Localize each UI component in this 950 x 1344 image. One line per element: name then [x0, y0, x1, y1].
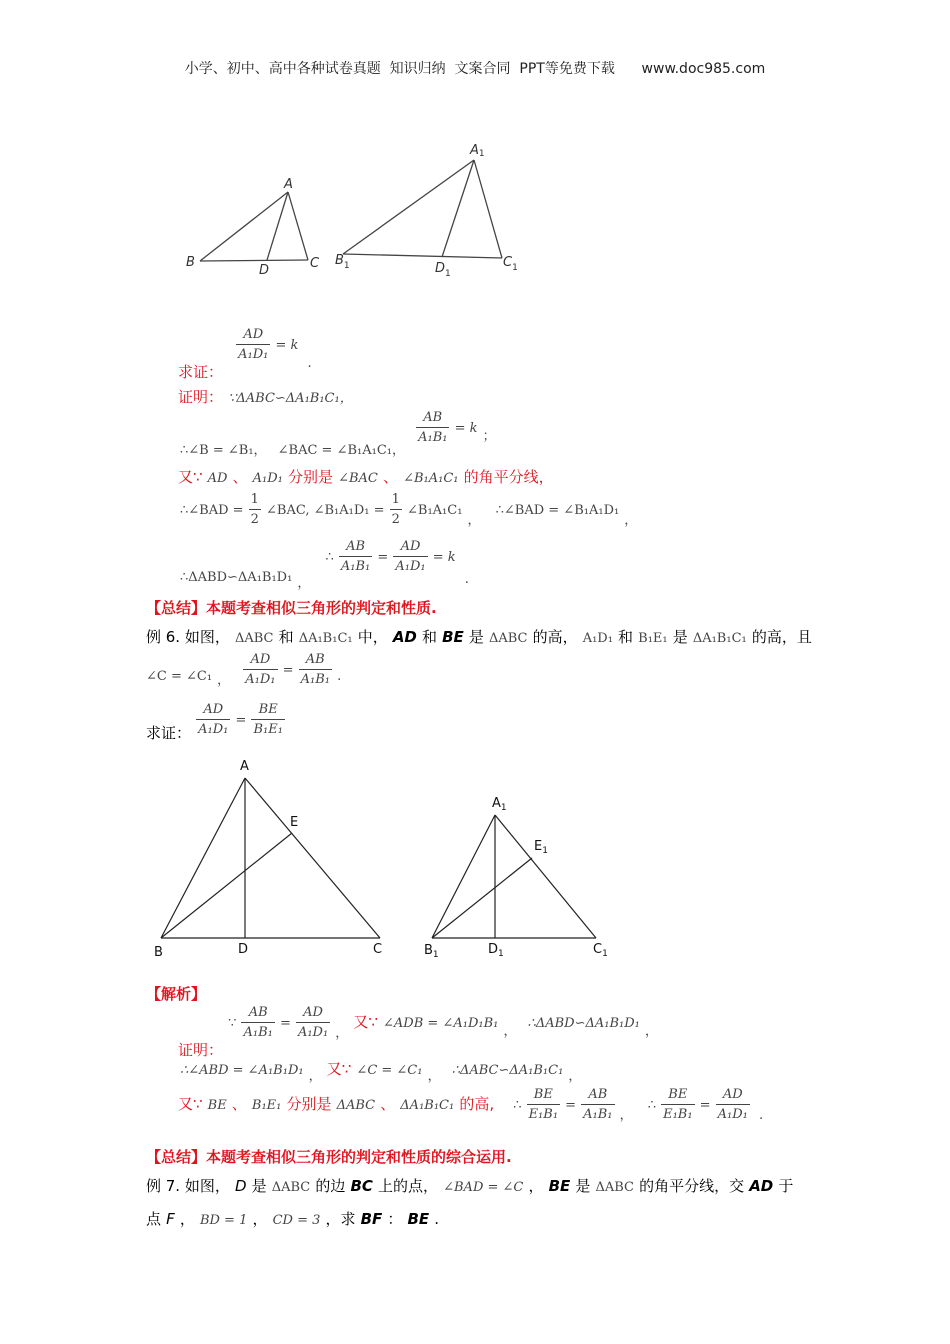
proof-line-5: $_{\therefore\Delta ABD∽\Delta A_1B_1D_1}$ $_,$ ∴ $\frac{AB}{\text{A₁B₁}}$ = $\frac{AD}{\text{A₁D₁}}$ = k $_.$ — [180, 539, 469, 591]
fig2b-label-d: $D_1$ — [488, 942, 504, 959]
fig1b-label-b: $B_1$ — [335, 253, 350, 271]
proof-line-4: ∴∠BAD = $\frac{1}{2}$ ∠BAC, ∠B₁A₁D₁ = $\frac{1}{2}$ ∠B₁A₁C₁ $_,$ ∴∠BAD = ∠B₁A₁D₁ $_,$ — [180, 492, 638, 528]
proof-line-1: 证明： ∵ΔABC∽ΔA₁B₁C₁， — [178, 388, 353, 406]
fig2b-label-a: $A_1$ — [492, 796, 507, 813]
fig1b-side-ab — [343, 160, 474, 254]
fig1b-label-a: A1 — [470, 143, 485, 159]
fig2b-side-ab — [432, 815, 495, 938]
fig2-label-e: E — [290, 815, 299, 830]
fig1-side-bc — [200, 260, 308, 261]
example-7-statement-line-1: 例 7. 如图， D 是 ΔABC 的边 BC 上的点， ∠BAD = ∠C ， BE 是 ΔABC 的角平分线，交 AD 于 — [146, 1177, 794, 1195]
fig1-side-ab — [200, 192, 288, 261]
summary-5: 【总结】本题考查相似三角形的判定和性质. — [146, 599, 437, 617]
fig2-side-ab — [161, 778, 245, 938]
fig2b-label-b: $B_1$ — [424, 943, 439, 960]
fig2-label-c: C — [373, 942, 383, 957]
example-6-condition: $_{\angle C = \angle C_1}$ $_,$ $\frac{AD}{\text{A₁D₁}}$ = $\frac{AB}{\text{A₁B₁}}$ $_.$ — [146, 652, 342, 688]
fig2b-altitude-be — [432, 858, 532, 938]
fig1b-label-c: $C_1$ — [503, 255, 518, 273]
fig2-altitude-be — [161, 833, 292, 938]
example-6-statement: 例 6. 如图， ΔABC 和 ΔA₁B₁C₁ 中， AD 和 BE 是 ΔABC 的高， A₁D₁ 和 B₁E₁ 是 ΔA₁B₁C₁ 的高，且 — [146, 628, 812, 646]
fig1-side-ac — [288, 192, 308, 260]
fig1-label-b: B — [186, 255, 195, 270]
page-header: 小学、初中、高中各种试卷真题 知识归纳 文案合同 PPT等免费下载 www.doc985.com — [184, 61, 766, 77]
figure-similar-triangles-bisector — [180, 140, 540, 290]
fig1-label-c: C — [310, 256, 320, 271]
fig1b-label-d: $D_1$ — [435, 261, 451, 279]
fig2b-side-ac — [495, 815, 596, 938]
fig2b-label-e: $E_1$ — [534, 839, 548, 856]
fig2-label-a: A — [240, 759, 249, 774]
fig1-label-a: A — [284, 177, 293, 192]
fig2-side-ac — [245, 778, 380, 938]
fig2b-label-c: $C_1$ — [593, 942, 608, 959]
proof-line-2: $_{\therefore\angle B = \angle B_1,}$ $_{\angle BAC = \angle B_1A_1C_1,}$ $\frac{AB}{\text{A₁B₁}}$ = k $_;$ — [180, 410, 496, 458]
fig1-label-d: D — [259, 263, 270, 278]
fig1b-side-ac — [474, 160, 502, 258]
analysis-heading: 【解析】 — [146, 985, 207, 1003]
example-6-prove: 求证： $\frac{AD}{\text{A₁D₁}}$ = $\frac{BE}{\text{B₁E₁}}$ — [146, 702, 283, 742]
summary-6: 【总结】本题考查相似三角形的判定和性质的综合运用. — [146, 1148, 512, 1166]
analysis-line-1: 证明： ∵ $\frac{AB}{\text{A₁B₁}}$ = $\frac{AD}{\text{A₁D₁}}$ $_,$ 又∵ ∠ADB = ∠A₁D₁B₁ $_,$ ∴ΔABD∽ΔA₁B₁D₁ $_,$ — [178, 1005, 658, 1059]
fig2-label-b: B — [154, 945, 163, 960]
figure-triangles-altitudes — [150, 755, 620, 965]
analysis-line-3: 又∵ BE 、 B₁E₁ 分别是 ΔABC 、 ΔA₁B₁C₁ 的高, ∴ $\frac{BE}{\text{E₁B₁}}$ = $\frac{AB}{\text{A₁B₁}}$ $_,$ ∴ $\frac{BE}{\text{E₁B₁}}$ = $\frac{AD}{\text{A₁D₁}}$ $_.$ — [178, 1087, 764, 1123]
fig2-label-d: D — [238, 942, 249, 957]
prove-line: 求证： $\frac{AD}{\text{A₁D₁}}$ = k $_.$ — [178, 327, 312, 381]
proof-line-3: 又∵ AD 、 A₁D₁ 分别是 ∠BAC 、 ∠B₁A₁C₁ 的角平分线， — [178, 468, 554, 486]
fig1-segment-ad — [267, 192, 288, 260]
analysis-line-2: ∴∠ABD = ∠A₁B₁D₁ $_,$ 又∵ ∠C = ∠C₁ $_,$ ∴ΔABC∽ΔA₁B₁C₁ $_,$ — [180, 1060, 582, 1084]
fig1b-segment-ad — [442, 160, 474, 257]
fig1b-side-bc — [343, 254, 502, 258]
example-7-statement-line-2: 点 F ， BD = 1 ， CD = 3 ，求 BF ： BE . — [146, 1210, 440, 1228]
